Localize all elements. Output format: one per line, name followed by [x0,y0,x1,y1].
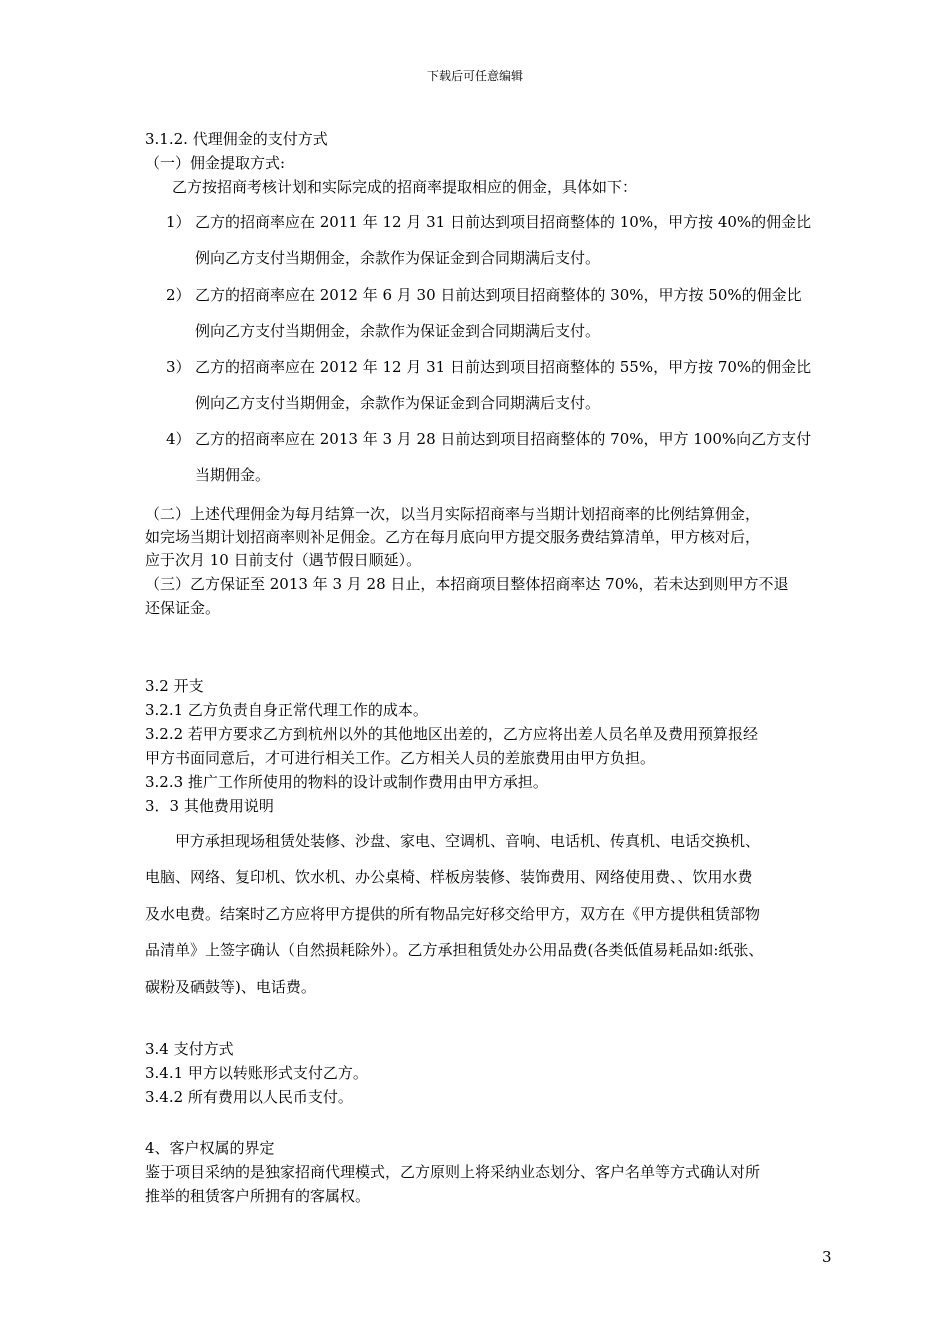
paragraph-line: 应于次月 10 日前支付（遇节假日顺延）。 [145,551,422,569]
list-number: 3） [166,358,191,376]
list-item-line: 例向乙方支付当期佣金，余款作为保证金到合同期满后支付。 [195,249,601,267]
section-heading: 4、客户权属的界定 [145,1139,275,1157]
paragraph-line: 甲方承担现场租赁处装修、沙盘、家电、空调机、音响、电话机、传真机、电话交换机、 [175,832,761,850]
paragraph-line: （二）上述代理佣金为每月结算一次，以当月实际招商率与当期计划招商率的比例结算佣金， [145,505,761,523]
list-item-line: 例向乙方支付当期佣金，余款作为保证金到合同期满后支付。 [195,394,601,412]
paragraph-line: 推举的租赁客户所拥有的客属权。 [145,1187,371,1205]
list-item-line: 乙方的招商率应在 2012 年 12 月 31 日前达到项目招商整体的 55%，甲方按 70%的佣金比 [195,358,812,376]
section-heading: 3.2 开支 [145,677,204,695]
paragraph-line: 甲方书面同意后，才可进行相关工作。乙方相关人员的差旅费用由甲方负担。 [145,749,656,767]
section-heading: 3.4 支付方式 [145,1040,234,1058]
paragraph-line: 如完场当期计划招商率则补足佣金。乙方在每月底向甲方提交服务费结算清单，甲方核对后， [145,528,761,546]
paragraph-line: 品清单》上签字确认（自然损耗除外）。乙方承担租赁处办公用品费(各类低值易耗品如:纸张、 [145,941,764,959]
page-number: 3 [822,1248,832,1266]
list-number: 4） [166,430,191,448]
paragraph-line: 乙方按招商考核计划和实际完成的招商率提取相应的佣金，具体如下： [172,178,638,196]
paragraph-line: 3.2.2 若甲方要求乙方到杭州以外的其他地区出差的，乙方应将出差人员名单及费用预算报经 [145,725,758,743]
list-item-line: 乙方的招商率应在 2011 年 12 月 31 日前达到项目招商整体的 10%，甲方按 40%的佣金比 [195,213,812,231]
paragraph-line: 电脑、网络、复印机、饮水机、办公桌椅、样板房装修、装饰费用、网络使用费、、饮用水费 [145,868,753,886]
list-item-line: 例向乙方支付当期佣金，余款作为保证金到合同期满后支付。 [195,322,601,340]
list-item-line: 乙方的招商率应在 2013 年 3 月 28 日前达到项目招商整体的 70%，甲方 100%向乙方支付 [195,430,812,448]
paragraph-line: （三）乙方保证至 2013 年 3 月 28 日止，本招商项目整体招商率达 70%，若未达到则甲方不退 [145,575,789,593]
paragraph-line: 还保证金。 [145,599,221,617]
paragraph-line: 3.4.2 所有费用以人民币支付。 [145,1088,353,1106]
list-item-line: 乙方的招商率应在 2012 年 6 月 30 日前达到项目招商整体的 30%，甲方按 50%的佣金比 [195,286,802,304]
list-item-line: 当期佣金。 [195,466,271,484]
page-header: 下载后可任意编辑 [426,69,523,83]
list-number: 2） [166,286,191,304]
paragraph-line: 鉴于项目采纳的是独家招商代理模式，乙方原则上将采纳业态划分、客户名单等方式确认对所 [145,1163,761,1181]
section-heading: 3.1.2. 代理佣金的支付方式 [145,130,328,148]
paragraph-line: 3.4.1 甲方以转账形式支付乙方。 [145,1064,368,1082]
list-number: 1） [166,213,191,231]
paragraph-line: 3.2.3 推广工作所使用的物料的设计或制作费用由甲方承担。 [145,773,548,791]
paragraph-line: 碳粉及硒鼓等)、电话费。 [145,978,316,996]
subsection-heading: （一）佣金提取方式: [145,154,286,172]
section-heading: 3．3 其他费用说明 [145,797,274,815]
paragraph-line: 3.2.1 乙方负责自身正常代理工作的成本。 [145,701,428,719]
paragraph-line: 及水电费。结案时乙方应将甲方提供的所有物品完好移交给甲方，双方在《甲方提供租赁部物 [145,905,761,923]
